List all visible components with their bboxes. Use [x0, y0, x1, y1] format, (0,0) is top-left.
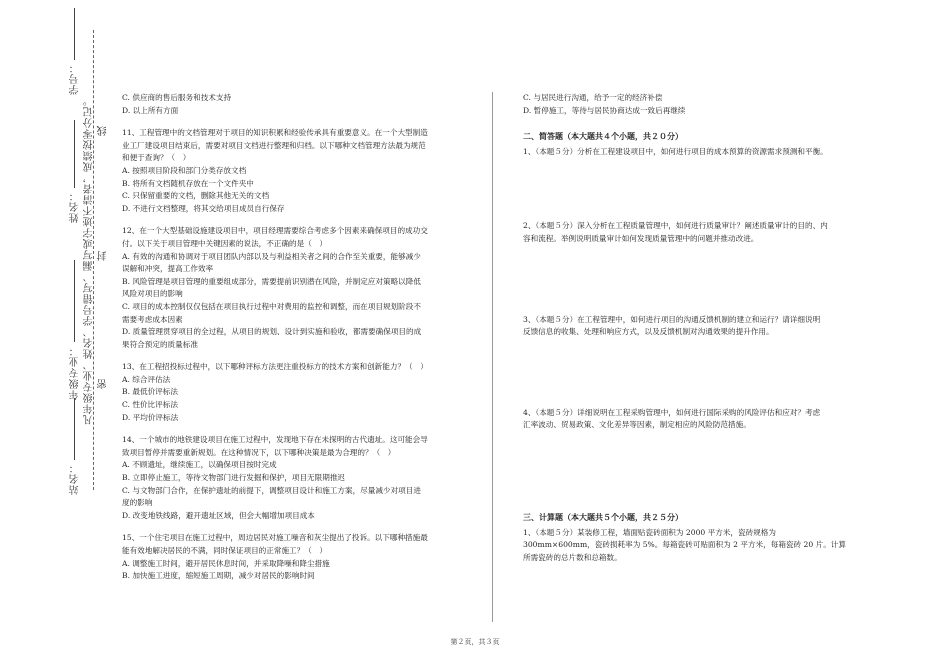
- page-footer: 第２页，共３页: [450, 638, 500, 646]
- question-text-line: C. 项目的成本控制仅仅包括在项目执行过程中对费用的监控和调整，而在项目规划阶段不: [122, 301, 421, 311]
- question-text-line: C. 供应商的售后服务和技术支持: [122, 93, 232, 102]
- question-text-line: B. 风险管理是项目管理的重要组成部分，需要提前识别潜在风险，并制定应对策略以降低: [122, 276, 421, 286]
- seal-char-2: 封: [98, 250, 109, 261]
- question-text-line: C. 性价比评标法: [122, 400, 178, 410]
- grade-line: [74, 260, 75, 342]
- student-id-line: [74, 8, 75, 60]
- question-text-line: D. 不进行文档整理，将其交给项目成员自行保存: [122, 203, 285, 213]
- question-4-line-1: 4、（本题５分）详细说明在工程采购管理中，如何进行国际采购的风险评估和应对？考虑: [523, 407, 821, 417]
- name-line: [74, 120, 75, 188]
- left-column: [122, 92, 462, 583]
- question-text-line: D. 以上所有方面: [122, 105, 179, 115]
- warning-text: 凡年级专业、姓名、学号错写、漏写或字迹不清者，成绩按零分记。: [84, 95, 95, 425]
- spacer: [122, 424, 462, 434]
- question-text-line: 14、一个城市的地铁建设项目在施工过程中，发现地下存在未探明的古代遗址。这可能会导: [122, 435, 428, 445]
- calc-1-line-1: 1、（本题５分）某装修工程，墙面贴瓷砖面积为 2000 平方米，瓷砖规格为: [523, 527, 776, 537]
- question-text-line: A. 有效的沟通和协调对于项目团队内部以及与利益相关者之间的合作至关重要，能够减少: [122, 251, 421, 261]
- calc-1-line-2: 300mm×600mm，瓷砖损耗率为 5%。每箱瓷砖可贴面积为 2 平方米，每箱瓷砖 20 片。计算: [523, 540, 846, 550]
- spacer: [122, 351, 462, 361]
- section-3-title: 三、计算题（本大题共５个小题，共２５分）: [523, 512, 683, 522]
- question-2-line-2: 容和流程。举例说明质量审计如何发现质量管理中的问题并推动改进。: [523, 233, 759, 243]
- option-d: D. 暂停施工，等待与居民协商达成一致后再继续: [523, 105, 686, 115]
- question-1: 1、（本题５分）分析在工程建设项目中，如何进行项目的成本预算的资源需求预测和平衡。: [523, 146, 828, 156]
- spacer: [122, 522, 462, 532]
- question-text-line: 度的影响: [122, 498, 153, 508]
- question-text-line: 13、在工程招投标过程中，以下哪种评标方法更注重投标方的技术方案和创新能力？（ ）: [122, 362, 428, 372]
- question-text-line: A. 调整施工时间，避开居民休息时间，并采取降噪和降尘措施: [122, 558, 330, 568]
- question-text-line: D. 质量管理贯穿项目的全过程，从项目的规划、设计到实施和验收，都需要确保项目的成: [122, 327, 422, 337]
- right-column: [523, 92, 868, 564]
- question-text-line: 付。以下关于项目管理中关键因素的说法，不正确的是（ ）: [122, 238, 328, 248]
- question-text-line: D. 平均价评标法: [122, 412, 179, 422]
- question-text-line: 致项目暂停并需要重新规划。在这种情况下，以下哪种决策是最为合理的？（ ）: [122, 447, 396, 457]
- option-c: C. 与居民进行沟通，给予一定的经济补偿: [523, 93, 663, 102]
- spacer: [122, 215, 462, 225]
- question-3-line-1: 3、（本题５分）在工程管理中，如何进行项目的沟通反馈机制的建立和运行？请详细说明: [523, 314, 821, 324]
- question-4-line-2: 汇率波动、贸易政策、文化差异等因素，制定相应的风险防范措施。: [523, 420, 751, 430]
- question-text-line: B. 最低价评标法: [122, 387, 178, 397]
- seal-char-3: 密: [98, 378, 109, 389]
- question-text-line: 果符合预定的质量标准: [122, 339, 198, 349]
- question-text-line: A. 按照项目阶段和部门分类存放文档: [122, 165, 247, 175]
- question-text-line: 和便于查询？（ ）: [122, 153, 191, 163]
- student-id-label: 学号：: [70, 62, 81, 95]
- question-text-line: 11、工程管理中的文档管理对于项目的知识积累和经验传承具有重要意义。在一个大型制造: [122, 128, 428, 138]
- question-text-line: B. 将所有文档随机存放在一个文件夹中: [122, 178, 254, 188]
- calc-1-line-3: 所需瓷砖的总片数和总箱数。: [523, 552, 622, 562]
- question-text-line: D. 改变地铁线路，避开遗址区域，但会大幅增加项目成本: [122, 510, 315, 520]
- question-text-line: C. 只保留重要的文档，删除其他无关的文档: [122, 191, 270, 201]
- exam-center-line: [74, 398, 75, 460]
- spacer: [122, 117, 462, 127]
- question-text-line: 误解和冲突，提高工作效率: [122, 264, 214, 274]
- grade-label: 年级专业：: [70, 345, 81, 400]
- question-text-line: 12、在一个大型基础设施建设项目中，项目经理需要综合考虑多个因素来确保项目的成功交: [122, 226, 428, 236]
- binding-margin: [0, 0, 109, 672]
- question-text-line: A. 综合评估法: [122, 374, 171, 384]
- name-label: 姓名：: [70, 190, 81, 223]
- exam-center-label: 站名：: [70, 462, 81, 495]
- question-text-line: 业工厂建设项目结束后，需要对项目文档进行整理和归档。以下哪种文档管理方法最为规范: [122, 140, 426, 150]
- question-text-line: B. 加快施工进度，缩短施工周期，减少对居民的影响时间: [122, 571, 315, 581]
- question-text-line: 15、一个住宅项目在施工过程中，周边居民对施工噪音和灰尘提出了投诉。以下哪种措施最: [122, 533, 428, 543]
- question-text-line: B. 立即停止施工，等待文物部门进行发掘和保护，项目无限期推迟: [122, 473, 346, 483]
- question-text-line: 风险对项目的影响: [122, 289, 183, 299]
- question-3-line-2: 反馈信息的收集、处理和响应方式，以及反馈机制对沟通效果的提升作用。: [523, 327, 774, 337]
- question-text-line: A. 不顾遗址，继续施工，以确保项目按时完成: [122, 460, 277, 470]
- question-text-line: 能有效地解决居民的不满，同时保证项目的正常施工？（ ）: [122, 546, 328, 555]
- question-2-line-1: 2、（本题５分）深入分析在工程质量管理中，如何进行质量审计？阐述质量审计的目的、内: [523, 221, 828, 231]
- section-2-title: 二、简答题（本大题共４个小题，共２０分）: [523, 132, 683, 142]
- question-text-line: 需要考虑成本因素: [122, 314, 183, 324]
- seal-char-1: 线: [98, 125, 109, 136]
- question-text-line: C. 与文物部门合作，在保护遗址的前提下，调整项目设计和施工方案，尽量减少对项目进: [122, 485, 421, 495]
- column-divider: [492, 92, 493, 622]
